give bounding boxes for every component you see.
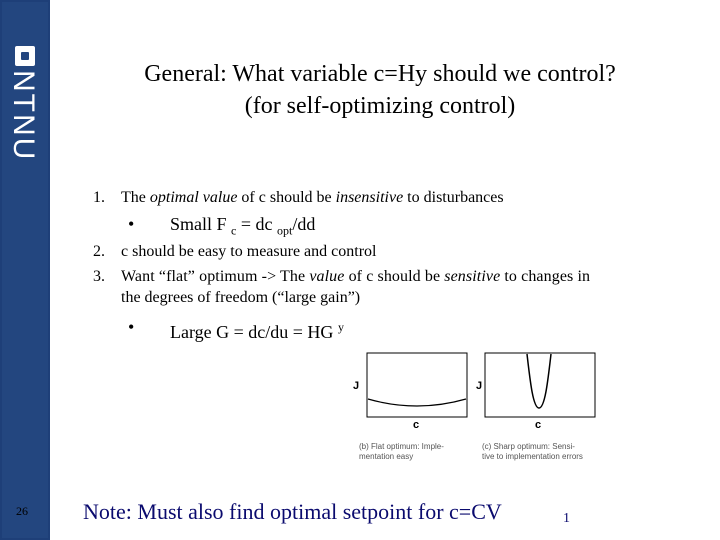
flat-optimum-figure: [345, 350, 472, 470]
page-number: 26: [16, 504, 28, 518]
sharp-x-label: c: [535, 419, 542, 431]
note-text: Note: Must also find optimal setpoint for c=CV: [83, 499, 502, 524]
item-text: c should be easy to measure and control: [121, 243, 377, 260]
slide-title: [60, 58, 700, 122]
bullet-icon: •: [128, 214, 135, 234]
note-superscript: 1: [563, 511, 570, 526]
item-number: 3.: [93, 268, 105, 285]
item-text: Want “flat” optimum -> The value of c should be sensitive to changes in: [121, 268, 591, 285]
sub-item-text: Small F $_c$ = dc $_{opt}$/dd: [170, 214, 316, 238]
flat-optimum-plot: [345, 350, 472, 435]
item-text-line-2: the degrees of freedom (“large gain”): [121, 289, 361, 306]
sub-item-text: Large G = dc/du = HG $^y$: [170, 320, 344, 342]
title-line-1: General: What variable c=Hy should we control?: [144, 61, 616, 87]
flat-x-label: c: [413, 419, 420, 431]
ntnu-logo-icon: [15, 46, 35, 66]
item-number: 1.: [93, 189, 105, 206]
sharp-caption: (c) Sharp optimum: Sensi- tive to implementation errors: [482, 442, 583, 461]
bullet-icon: •: [128, 317, 135, 337]
item-text: The optimal value of c should be insensitive to disturbances: [121, 189, 504, 206]
sharp-optimum-figure: [475, 350, 600, 470]
flat-caption: (b) Flat optimum: Imple- mentation easy: [359, 442, 444, 461]
item-number: 2.: [93, 243, 105, 260]
sharp-y-label: J: [476, 380, 483, 392]
flat-y-label: J: [353, 380, 360, 392]
sidebar-panel: [2, 2, 48, 538]
title-line-2: (for self-optimizing control): [244, 93, 516, 119]
sidebar: [0, 0, 50, 540]
ntnu-logo-text: NTNU: [7, 70, 40, 162]
